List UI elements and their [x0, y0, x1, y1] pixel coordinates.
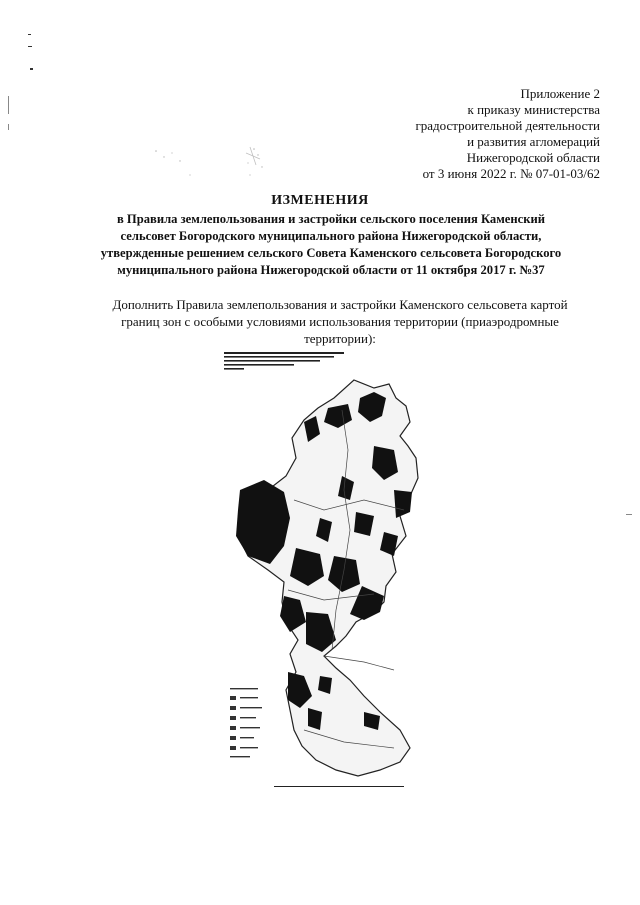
- document-title: ИЗМЕНЕНИЯ: [271, 193, 369, 208]
- scan-artifact: [30, 68, 33, 70]
- subtitle-line: сельсовет Богородского муниципального района Нижегородской области,: [120, 229, 542, 243]
- subtitle-line: муниципального района Нижегородской области от 11 октября 2017 г. №37: [117, 263, 545, 277]
- map-header-legend: [224, 352, 344, 370]
- faded-stamp: [150, 145, 270, 189]
- annex-header: [320, 86, 600, 182]
- annex-line: от 3 июня 2022 г. № 07-01-03/62: [422, 166, 600, 181]
- scan-artifact: [28, 34, 31, 35]
- territory-outline: [238, 380, 418, 776]
- scan-artifact: [28, 46, 32, 47]
- document-subtitle: [62, 211, 600, 279]
- scan-artifact: [626, 514, 632, 515]
- body-line: границ зон с особыми условиями использования территории (приаэродромные: [121, 314, 559, 329]
- body-line: Дополнить Правила землепользования и застройки Каменского сельсовета картой: [112, 297, 568, 312]
- scan-artifact: [8, 124, 9, 130]
- annex-line: Нижегородской области: [466, 150, 600, 165]
- annex-line: Приложение 2: [520, 86, 600, 101]
- zone-map-graphic: [224, 350, 424, 790]
- map-lower-legend: [230, 688, 262, 757]
- body-paragraph: [70, 296, 610, 347]
- separator-line: [274, 786, 404, 787]
- scan-artifact: [8, 96, 9, 114]
- zone-map: [224, 350, 424, 790]
- subtitle-line: утвержденные решением сельского Совета Каменского сельсовета Богородского: [100, 246, 562, 260]
- body-line: территории):: [304, 331, 376, 346]
- faded-stamp-graphic: [150, 145, 270, 189]
- annex-line: к приказу министерства: [467, 102, 600, 117]
- subtitle-line: в Правила землепользования и застройки сельского поселения Каменский: [116, 212, 545, 226]
- annex-line: и развития агломераций: [467, 134, 600, 149]
- annex-line: градостроительной деятельности: [415, 118, 600, 133]
